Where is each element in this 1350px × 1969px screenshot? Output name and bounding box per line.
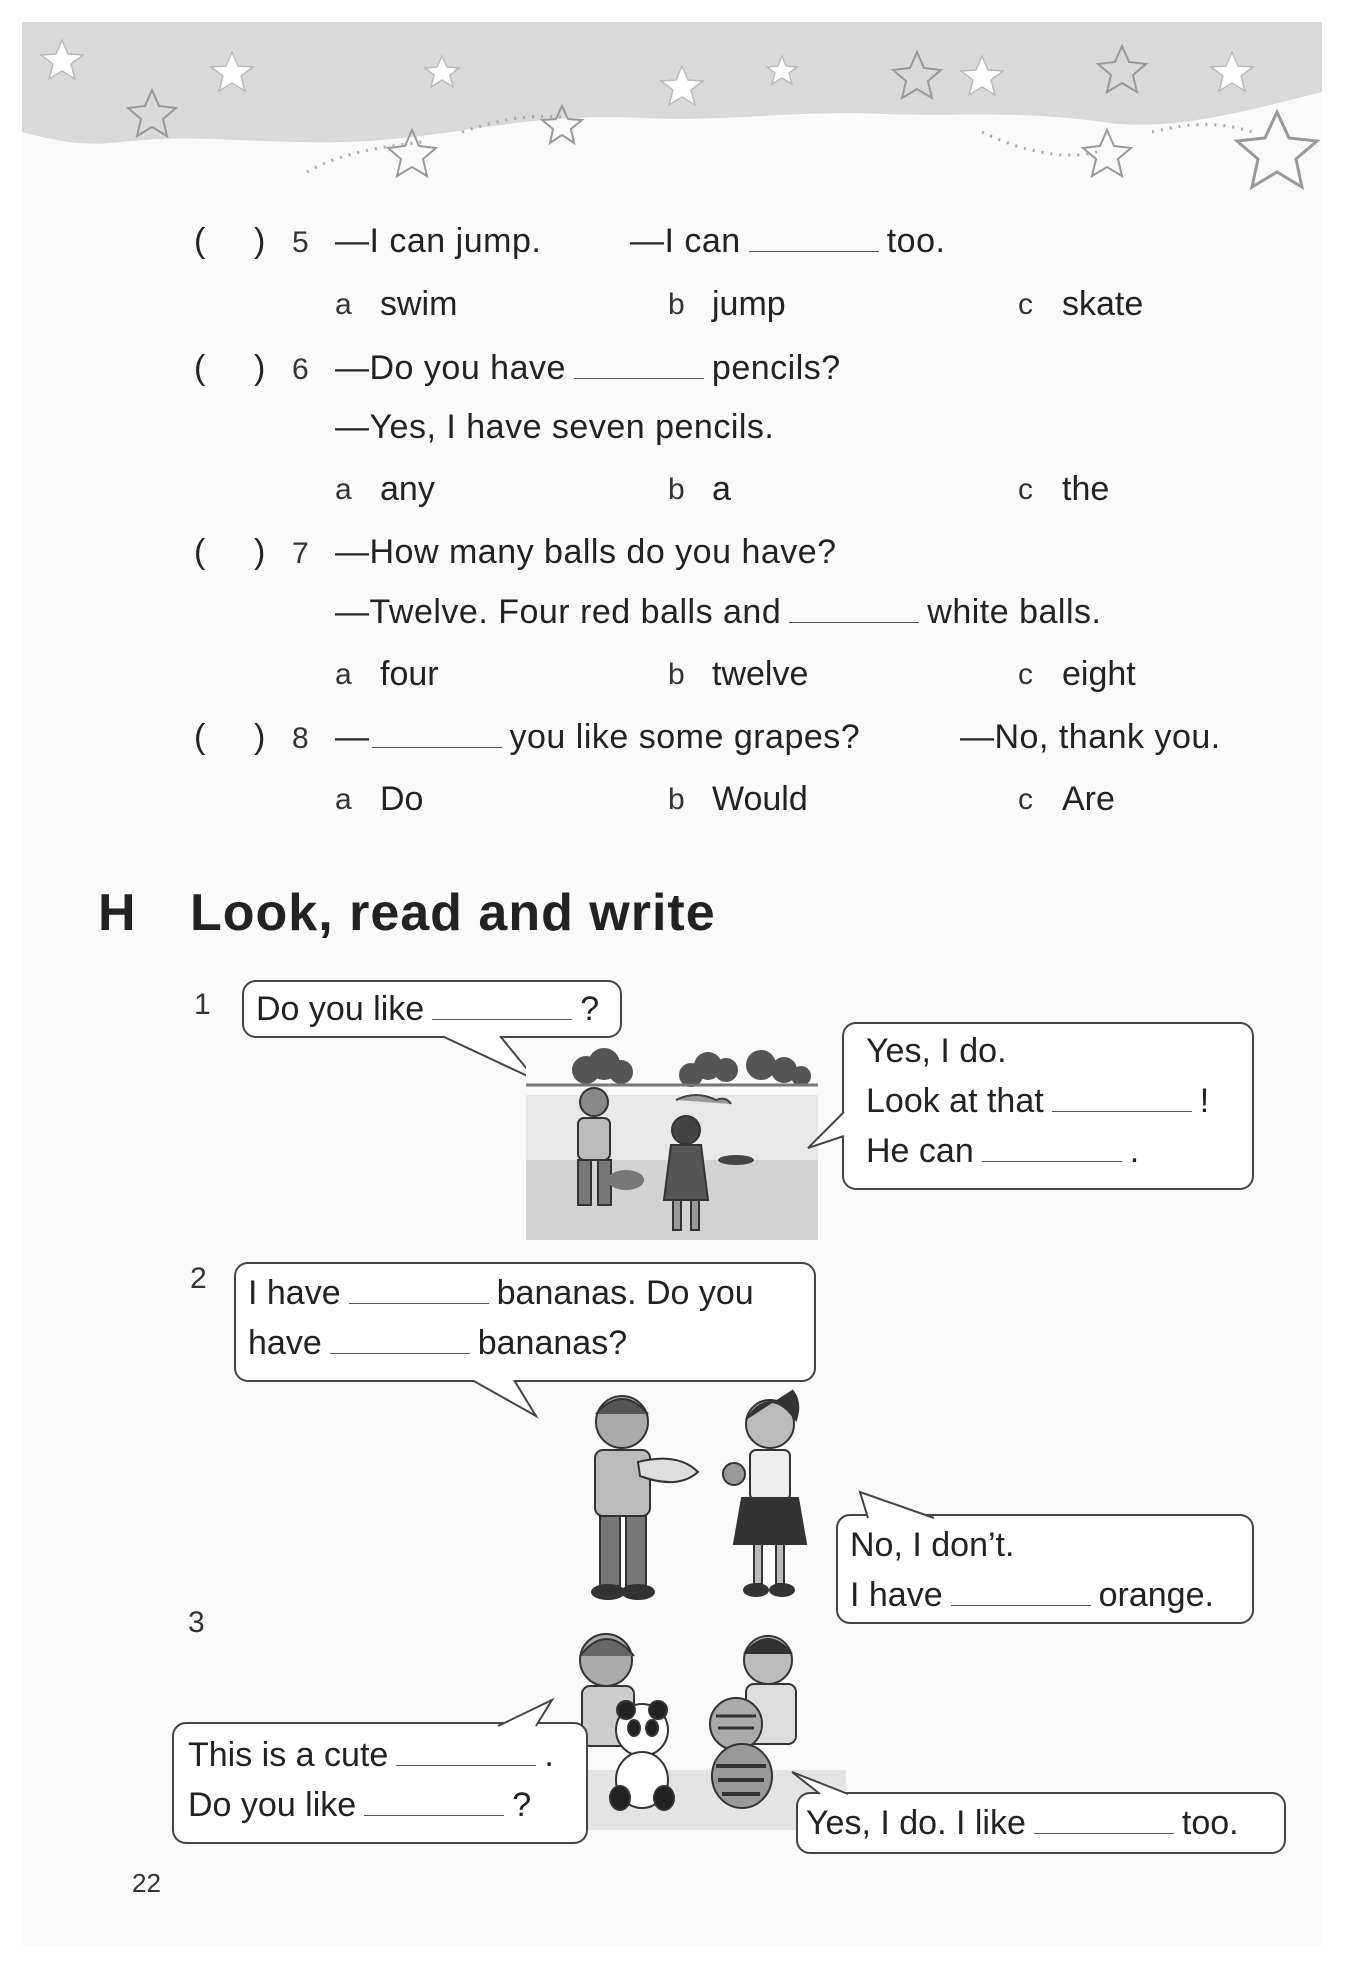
bubble-text: Yes, I do. I like	[806, 1804, 1026, 1842]
speech-bubble	[842, 1022, 1254, 1190]
answer-blank[interactable]	[1052, 1110, 1192, 1112]
answer-blank[interactable]	[349, 1302, 489, 1304]
bubble-text: .	[544, 1736, 554, 1774]
option-letter: b	[668, 473, 685, 506]
answer-blank[interactable]	[372, 746, 502, 748]
bubble-line	[248, 1324, 627, 1363]
q6-answer: —Yes, I have seven pencils.	[335, 408, 775, 446]
bubble-line: Yes, I do.	[866, 1032, 1007, 1070]
bubble-text: He can	[866, 1132, 974, 1170]
bubble-text: Do you like	[256, 990, 425, 1028]
boy-girl-fruit-illustration	[560, 1384, 830, 1614]
bubble-tail	[858, 1490, 938, 1520]
option-letter: a	[335, 658, 352, 691]
option-text: any	[380, 470, 435, 508]
speech-bubble	[242, 980, 622, 1038]
answer-paren-close: )	[254, 533, 266, 571]
bubble-text: Look at that	[866, 1082, 1044, 1120]
answer-blank[interactable]	[749, 250, 879, 252]
q6-question	[335, 349, 841, 388]
option-text: Are	[1062, 780, 1115, 818]
bubble-text: Do you like	[188, 1786, 357, 1824]
bubble-tail	[496, 1698, 556, 1728]
answer-paren-open: (	[194, 349, 206, 387]
speech-bubble	[836, 1514, 1254, 1624]
option-letter: a	[335, 783, 352, 816]
item-number: 3	[188, 1606, 205, 1639]
option-text: four	[380, 655, 439, 693]
option-letter: b	[668, 658, 685, 691]
speech-bubble	[234, 1262, 816, 1382]
bubble-text: too.	[1181, 1804, 1239, 1842]
item-number: 2	[190, 1262, 207, 1295]
option-text: eight	[1062, 655, 1136, 693]
bubble-line	[188, 1736, 554, 1775]
answer-blank[interactable]	[982, 1160, 1122, 1162]
bubble-tail	[440, 1036, 540, 1086]
answer-blank[interactable]	[396, 1764, 536, 1766]
item-number: 1	[194, 988, 211, 1021]
speech-bubble	[172, 1722, 588, 1844]
question-number: 7	[292, 537, 309, 570]
q6-question-text: —Do you have	[335, 349, 566, 387]
bubble-line	[866, 1082, 1209, 1121]
bubble-text: have	[248, 1324, 322, 1362]
answer-blank[interactable]	[789, 621, 919, 623]
section-letter: H	[98, 884, 136, 942]
answer-paren-open: (	[194, 222, 206, 260]
bubble-text: bananas. Do you	[496, 1274, 754, 1312]
bubble-text: ?	[580, 990, 600, 1028]
answer-paren-close: )	[254, 349, 266, 387]
question-number: 5	[292, 226, 309, 259]
bubble-text: This is a cute	[188, 1736, 389, 1774]
option-letter: a	[335, 473, 352, 506]
bubble-text: ?	[512, 1786, 532, 1824]
bubble-tail	[806, 1110, 846, 1160]
option-text: Do	[380, 780, 424, 818]
option-letter: b	[668, 288, 685, 321]
q8-question	[335, 718, 860, 757]
answer-blank[interactable]	[432, 1018, 572, 1020]
bubble-text: !	[1199, 1082, 1210, 1120]
option-letter: b	[668, 783, 685, 816]
q8-dash: —	[335, 718, 370, 756]
page-number: 22	[132, 1868, 161, 1898]
question-number: 8	[292, 722, 309, 755]
bubble-text: I have	[850, 1576, 943, 1614]
option-text: the	[1062, 470, 1110, 508]
q5-response	[630, 222, 945, 261]
answer-blank[interactable]	[330, 1352, 470, 1354]
option-text: skate	[1062, 285, 1144, 323]
option-letter: c	[1018, 783, 1033, 816]
answer-blank[interactable]	[1034, 1832, 1174, 1834]
q8-question-text: you like some grapes?	[509, 718, 861, 756]
option-text: twelve	[712, 655, 809, 693]
q8-answer: —No, thank you.	[960, 718, 1221, 756]
answer-paren-open: (	[194, 533, 206, 571]
section-title: Look, read and write	[190, 884, 716, 942]
bubble-line	[248, 1274, 754, 1313]
q5-response-end: too.	[886, 222, 946, 260]
q6-question-end: pencils?	[711, 349, 841, 387]
q7-answer-text: —Twelve. Four red balls and	[335, 593, 782, 631]
q7-answer	[335, 593, 1101, 632]
option-text: jump	[712, 285, 786, 323]
answer-paren-close: )	[254, 222, 266, 260]
option-letter: c	[1018, 658, 1033, 691]
answer-blank[interactable]	[364, 1814, 504, 1816]
bubble-text: I have	[248, 1274, 341, 1312]
bubble-text: bananas?	[477, 1324, 628, 1362]
question-number: 6	[292, 353, 309, 386]
bubble-text: orange.	[1098, 1576, 1214, 1614]
bubble-line	[850, 1576, 1214, 1615]
bubble-line	[806, 1804, 1239, 1843]
bubble-tail	[790, 1770, 850, 1796]
q7-answer-end: white balls.	[927, 593, 1102, 631]
option-letter: c	[1018, 473, 1033, 506]
q7-question: —How many balls do you have?	[335, 533, 837, 571]
bubble-line	[866, 1132, 1139, 1171]
option-text: a	[712, 470, 731, 508]
bubble-tail	[470, 1380, 540, 1420]
option-letter: c	[1018, 288, 1033, 321]
bubble-line	[256, 990, 599, 1029]
answer-blank[interactable]	[574, 377, 704, 379]
bubble-line: No, I don’t.	[850, 1526, 1015, 1564]
q5-statement: —I can jump.	[335, 222, 542, 260]
q5-response-text: —I can	[630, 222, 741, 260]
bubble-text: .	[1129, 1132, 1140, 1170]
option-letter: a	[335, 288, 352, 321]
park-frisbee-illustration	[526, 1040, 818, 1240]
answer-paren-close: )	[254, 718, 266, 756]
speech-bubble	[796, 1792, 1286, 1854]
option-text: Would	[712, 780, 808, 818]
answer-blank[interactable]	[951, 1604, 1091, 1606]
answer-paren-open: (	[194, 718, 206, 756]
bubble-line	[188, 1786, 531, 1825]
star-banner	[22, 22, 1322, 212]
option-text: swim	[380, 285, 458, 323]
